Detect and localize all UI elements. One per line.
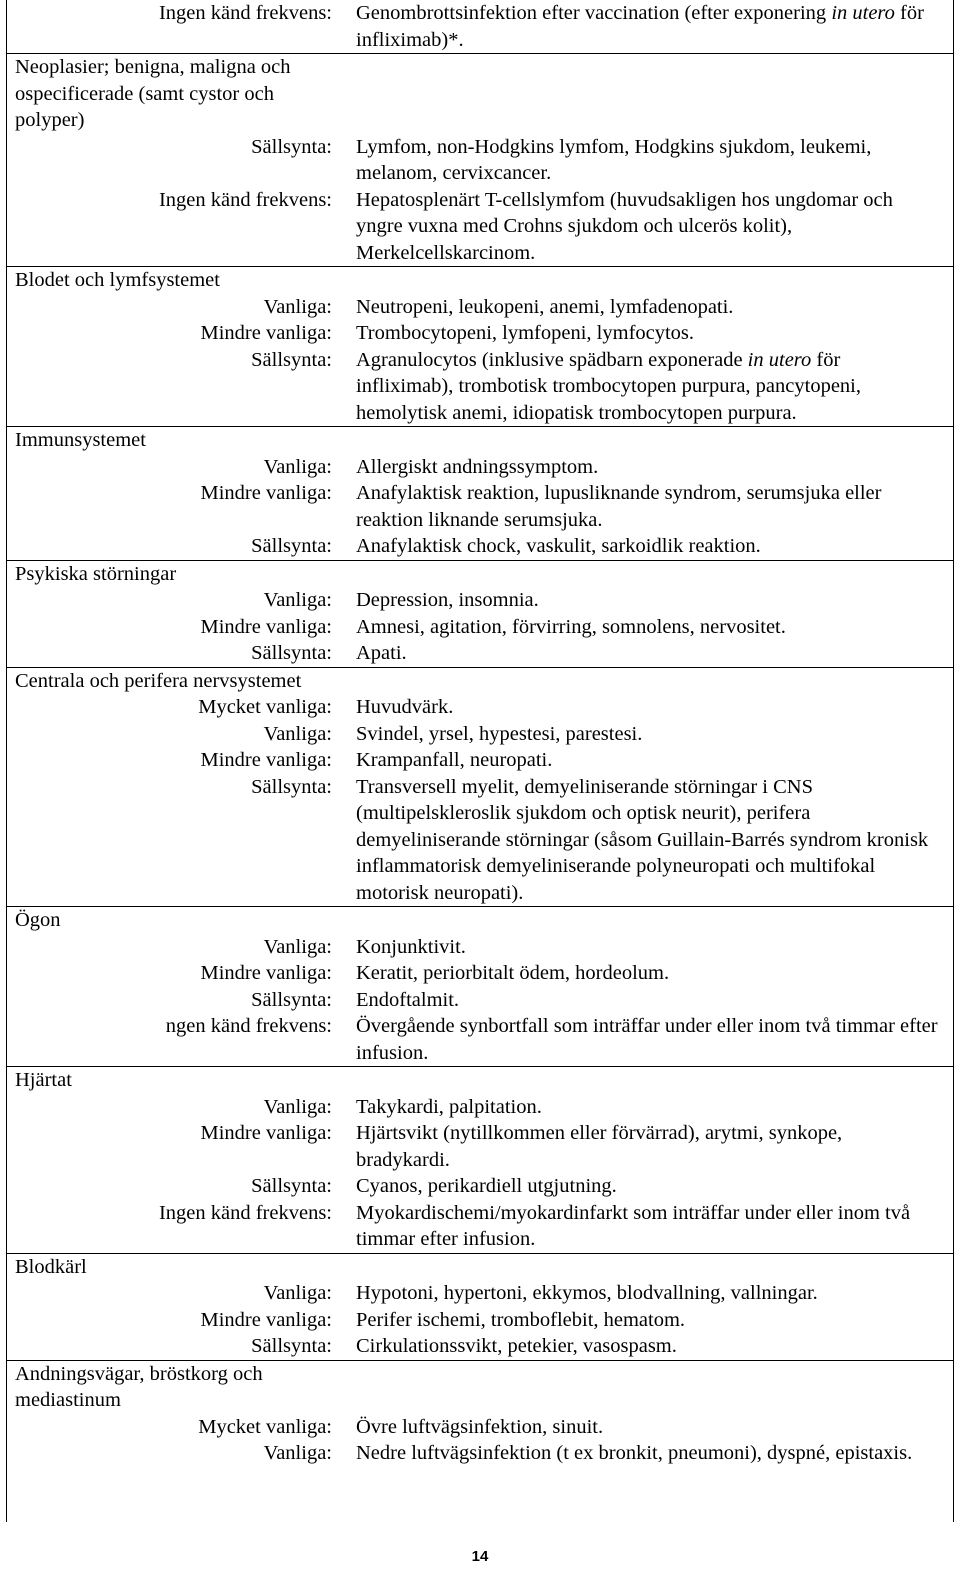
frequency-label: Mindre vanliga: (200, 322, 332, 344)
reaction-description (332, 747, 941, 774)
reaction-row (7, 134, 953, 187)
frequency-label: ngen känd frekvens: (165, 1015, 332, 1037)
frequency-label: Sällsynta: (251, 775, 332, 798)
reaction-row (7, 960, 953, 987)
description-text: Hepatosplenärt T-cellslymfom (huvudsakligen hos ungdomar och yngre vuxna med Crohns sjukdom och ulcerös kolit), Merkelcellskarcinom. (356, 188, 893, 264)
frequency-label: Mindre vanliga: (200, 615, 332, 638)
reaction-description (332, 187, 941, 267)
reaction-row (7, 640, 953, 667)
frequency-label: Mindre vanliga: (200, 482, 332, 504)
frequency-label: Sällsynta: (251, 642, 332, 664)
description-text: Cyanos, perikardiell utgjutning. (356, 1175, 617, 1197)
description-text: Myokardischemi/myokardinfarkt som inträffar under eller inom två timmar efter infusion. (356, 1201, 911, 1250)
description-text: Genombrottsinfektion efter vaccination (efter exponering (356, 2, 832, 24)
reaction-description (332, 480, 941, 533)
frequency-label: Vanliga: (263, 455, 332, 478)
frequency-label: Sällsynta: (251, 1335, 332, 1357)
reaction-description (332, 1094, 941, 1121)
description-text: Svindel, yrsel, hypestesi, parestesi. (356, 722, 643, 745)
organ-class-section (7, 54, 953, 267)
reaction-description (332, 134, 941, 187)
description-text: Konjunktivit. (356, 935, 466, 958)
reaction-row (7, 587, 953, 614)
reaction-row (7, 1120, 953, 1173)
frequency-label: Vanliga: (263, 1095, 332, 1118)
frequency-label: Sällsynta: (251, 535, 332, 557)
reaction-description (332, 1280, 941, 1307)
frequency-label: Sällsynta: (251, 348, 332, 371)
reaction-row (7, 480, 953, 533)
description-text: Lymfom, non-Hodgkins lymfom, Hodgkins sjukdom, leukemi, melanom, cervixcancer. (356, 135, 872, 184)
organ-class-section (7, 267, 953, 427)
reaction-row (7, 694, 953, 721)
reaction-row (7, 533, 953, 560)
reaction-description (332, 1013, 941, 1066)
organ-class-heading: Psykiska störningar (15, 562, 177, 585)
organ-class-section (7, 1254, 953, 1361)
reaction-row (7, 1280, 953, 1307)
frequency-label: Sällsynta: (251, 135, 332, 158)
reaction-row (7, 987, 953, 1014)
reaction-row (7, 721, 953, 748)
reaction-row (7, 1333, 953, 1360)
reaction-row (7, 1307, 953, 1334)
organ-class-heading: Immunsystemet (15, 429, 146, 451)
frequency-label: Vanliga: (263, 1442, 332, 1464)
reaction-row (7, 320, 953, 347)
description-text: Amnesi, agitation, förvirring, somnolens, nervositet. (356, 615, 786, 638)
reaction-row (7, 1200, 953, 1253)
reaction-description (332, 960, 941, 987)
organ-class-section (7, 0, 953, 54)
description-text: för infliximab), trombotisk trombocytopen purpura, pancytopeni, hemolytisk anemi, idiopatisk trombocytopen purpura. (356, 348, 861, 424)
reaction-description (332, 1120, 941, 1173)
frequency-label: Mindre vanliga: (200, 1122, 332, 1144)
organ-class-heading: Blodkärl (15, 1255, 87, 1278)
description-text: Trombocytopeni, lymfopeni, lymfocytos. (356, 322, 695, 344)
reaction-row (7, 934, 953, 961)
description-text: Hjärtsvikt (nytillkommen eller förvärrad), arytmi, synkope, bradykardi. (356, 1122, 843, 1171)
frequency-label: Mindre vanliga: (200, 962, 332, 984)
description-text: Depression, insomnia. (356, 589, 539, 611)
reaction-description (332, 0, 941, 53)
description-text: Takykardi, palpitation. (356, 1095, 542, 1118)
reaction-row (7, 614, 953, 641)
organ-class-heading: Neoplasier; benigna, maligna och ospecificerade (samt cystor och polyper) (15, 56, 291, 131)
description-text: Neutropeni, leukopeni, anemi, lymfadenopati. (356, 295, 734, 318)
frequency-label: Vanliga: (263, 295, 332, 318)
reaction-description (332, 1173, 941, 1200)
description-text: för infliximab)*. (356, 2, 924, 51)
description-text: Huvudvärk. (356, 696, 454, 718)
organ-class-heading: Centrala och perifera nervsystemet (15, 669, 302, 692)
reaction-description (332, 774, 941, 907)
description-text: Anafylaktisk chock, vaskulit, sarkoidlik reaktion. (356, 535, 761, 557)
frequency-label: Sällsynta: (251, 988, 332, 1011)
description-text: Apati. (356, 642, 407, 664)
reaction-description (332, 533, 941, 560)
italic-term: in utero (747, 348, 812, 371)
reaction-description (332, 320, 941, 347)
organ-class-section (7, 1361, 953, 1467)
reaction-description (332, 640, 941, 667)
reaction-description (332, 1440, 941, 1467)
reaction-description (332, 694, 941, 721)
reaction-row (7, 0, 953, 53)
organ-class-section (7, 1067, 953, 1254)
organ-class-section (7, 668, 953, 908)
reaction-row (7, 1094, 953, 1121)
description-text: Transversell myelit, demyeliniserande störningar i CNS (multipelskleroslik sjukdom och optisk neurit), perifera demyeliniserande störningar (såsom Guillain-Barrés syndrom kronisk inflammatorisk demyeliniserande polyneuropati och multifokal motorisk neuropati). (356, 775, 929, 904)
reaction-description (332, 934, 941, 961)
frequency-label: Vanliga: (263, 935, 332, 958)
frequency-label: Ingen känd frekvens: (158, 2, 332, 24)
frequency-label: Ingen känd frekvens: (158, 188, 332, 211)
reaction-description (332, 721, 941, 748)
reaction-row (7, 1173, 953, 1200)
organ-class-section (7, 427, 953, 561)
frequency-label: Ingen känd frekvens: (158, 1201, 332, 1224)
reaction-row (7, 347, 953, 427)
description-text: Anafylaktisk reaktion, lupusliknande syndrom, serumsjuka eller reaktion liknande serumsjuka. (356, 482, 882, 531)
reaction-row (7, 187, 953, 267)
frequency-label: Mycket vanliga: (198, 1415, 332, 1438)
organ-class-section (7, 907, 953, 1067)
description-text: Perifer ischemi, tromboflebit, hematom. (356, 1308, 686, 1331)
description-text: Agranulocytos (inklusive spädbarn exponerade (356, 348, 748, 371)
frequency-label: Mindre vanliga: (200, 1308, 332, 1331)
italic-term: in utero (831, 2, 895, 24)
reaction-description (332, 294, 941, 321)
description-text: Nedre luftvägsinfektion (t ex bronkit, pneumoni), dyspné, epistaxis. (356, 1442, 913, 1464)
reaction-row (7, 1013, 953, 1066)
reaction-row (7, 454, 953, 481)
reaction-row (7, 1414, 953, 1441)
reaction-description (332, 1200, 941, 1253)
frequency-label: Vanliga: (263, 589, 332, 611)
page-number: 14 (471, 1548, 489, 1565)
organ-class-heading: Ögon (15, 909, 61, 931)
reaction-row (7, 294, 953, 321)
reaction-description (332, 587, 941, 614)
description-text: Keratit, periorbitalt ödem, hordeolum. (356, 962, 670, 984)
organ-class-heading: Hjärtat (15, 1069, 72, 1091)
reaction-row (7, 774, 953, 907)
reaction-description (332, 1333, 941, 1360)
frequency-label: Vanliga: (263, 722, 332, 745)
frequency-label: Mindre vanliga: (200, 749, 332, 771)
reaction-description (332, 1414, 941, 1441)
description-text: Övre luftvägsinfektion, sinuit. (356, 1415, 604, 1438)
description-text: Allergiskt andningssymptom. (356, 455, 599, 478)
reaction-row (7, 1440, 953, 1467)
reaction-row (7, 747, 953, 774)
description-text: Hypotoni, hypertoni, ekkymos, blodvallning, vallningar. (356, 1282, 818, 1304)
description-text: Övergående synbortfall som inträffar under eller inom två timmar efter infusion. (356, 1015, 938, 1064)
organ-class-section (7, 561, 953, 668)
organ-class-heading: Blodet och lymfsystemet (15, 269, 220, 291)
reaction-description (332, 987, 941, 1014)
description-text: Endoftalmit. (356, 988, 460, 1011)
reaction-description (332, 454, 941, 481)
frequency-label: Vanliga: (263, 1282, 332, 1304)
adverse-reactions-table (6, 0, 954, 1522)
description-text: Cirkulationssvikt, petekier, vasospasm. (356, 1335, 677, 1357)
reaction-description (332, 614, 941, 641)
frequency-label: Mycket vanliga: (198, 696, 332, 718)
organ-class-heading: Andningsvägar, bröstkorg och mediastinum (15, 1362, 263, 1411)
frequency-label: Sällsynta: (251, 1175, 332, 1197)
description-text: Krampanfall, neuropati. (356, 749, 553, 771)
reaction-description (332, 347, 941, 427)
reaction-description (332, 1307, 941, 1334)
